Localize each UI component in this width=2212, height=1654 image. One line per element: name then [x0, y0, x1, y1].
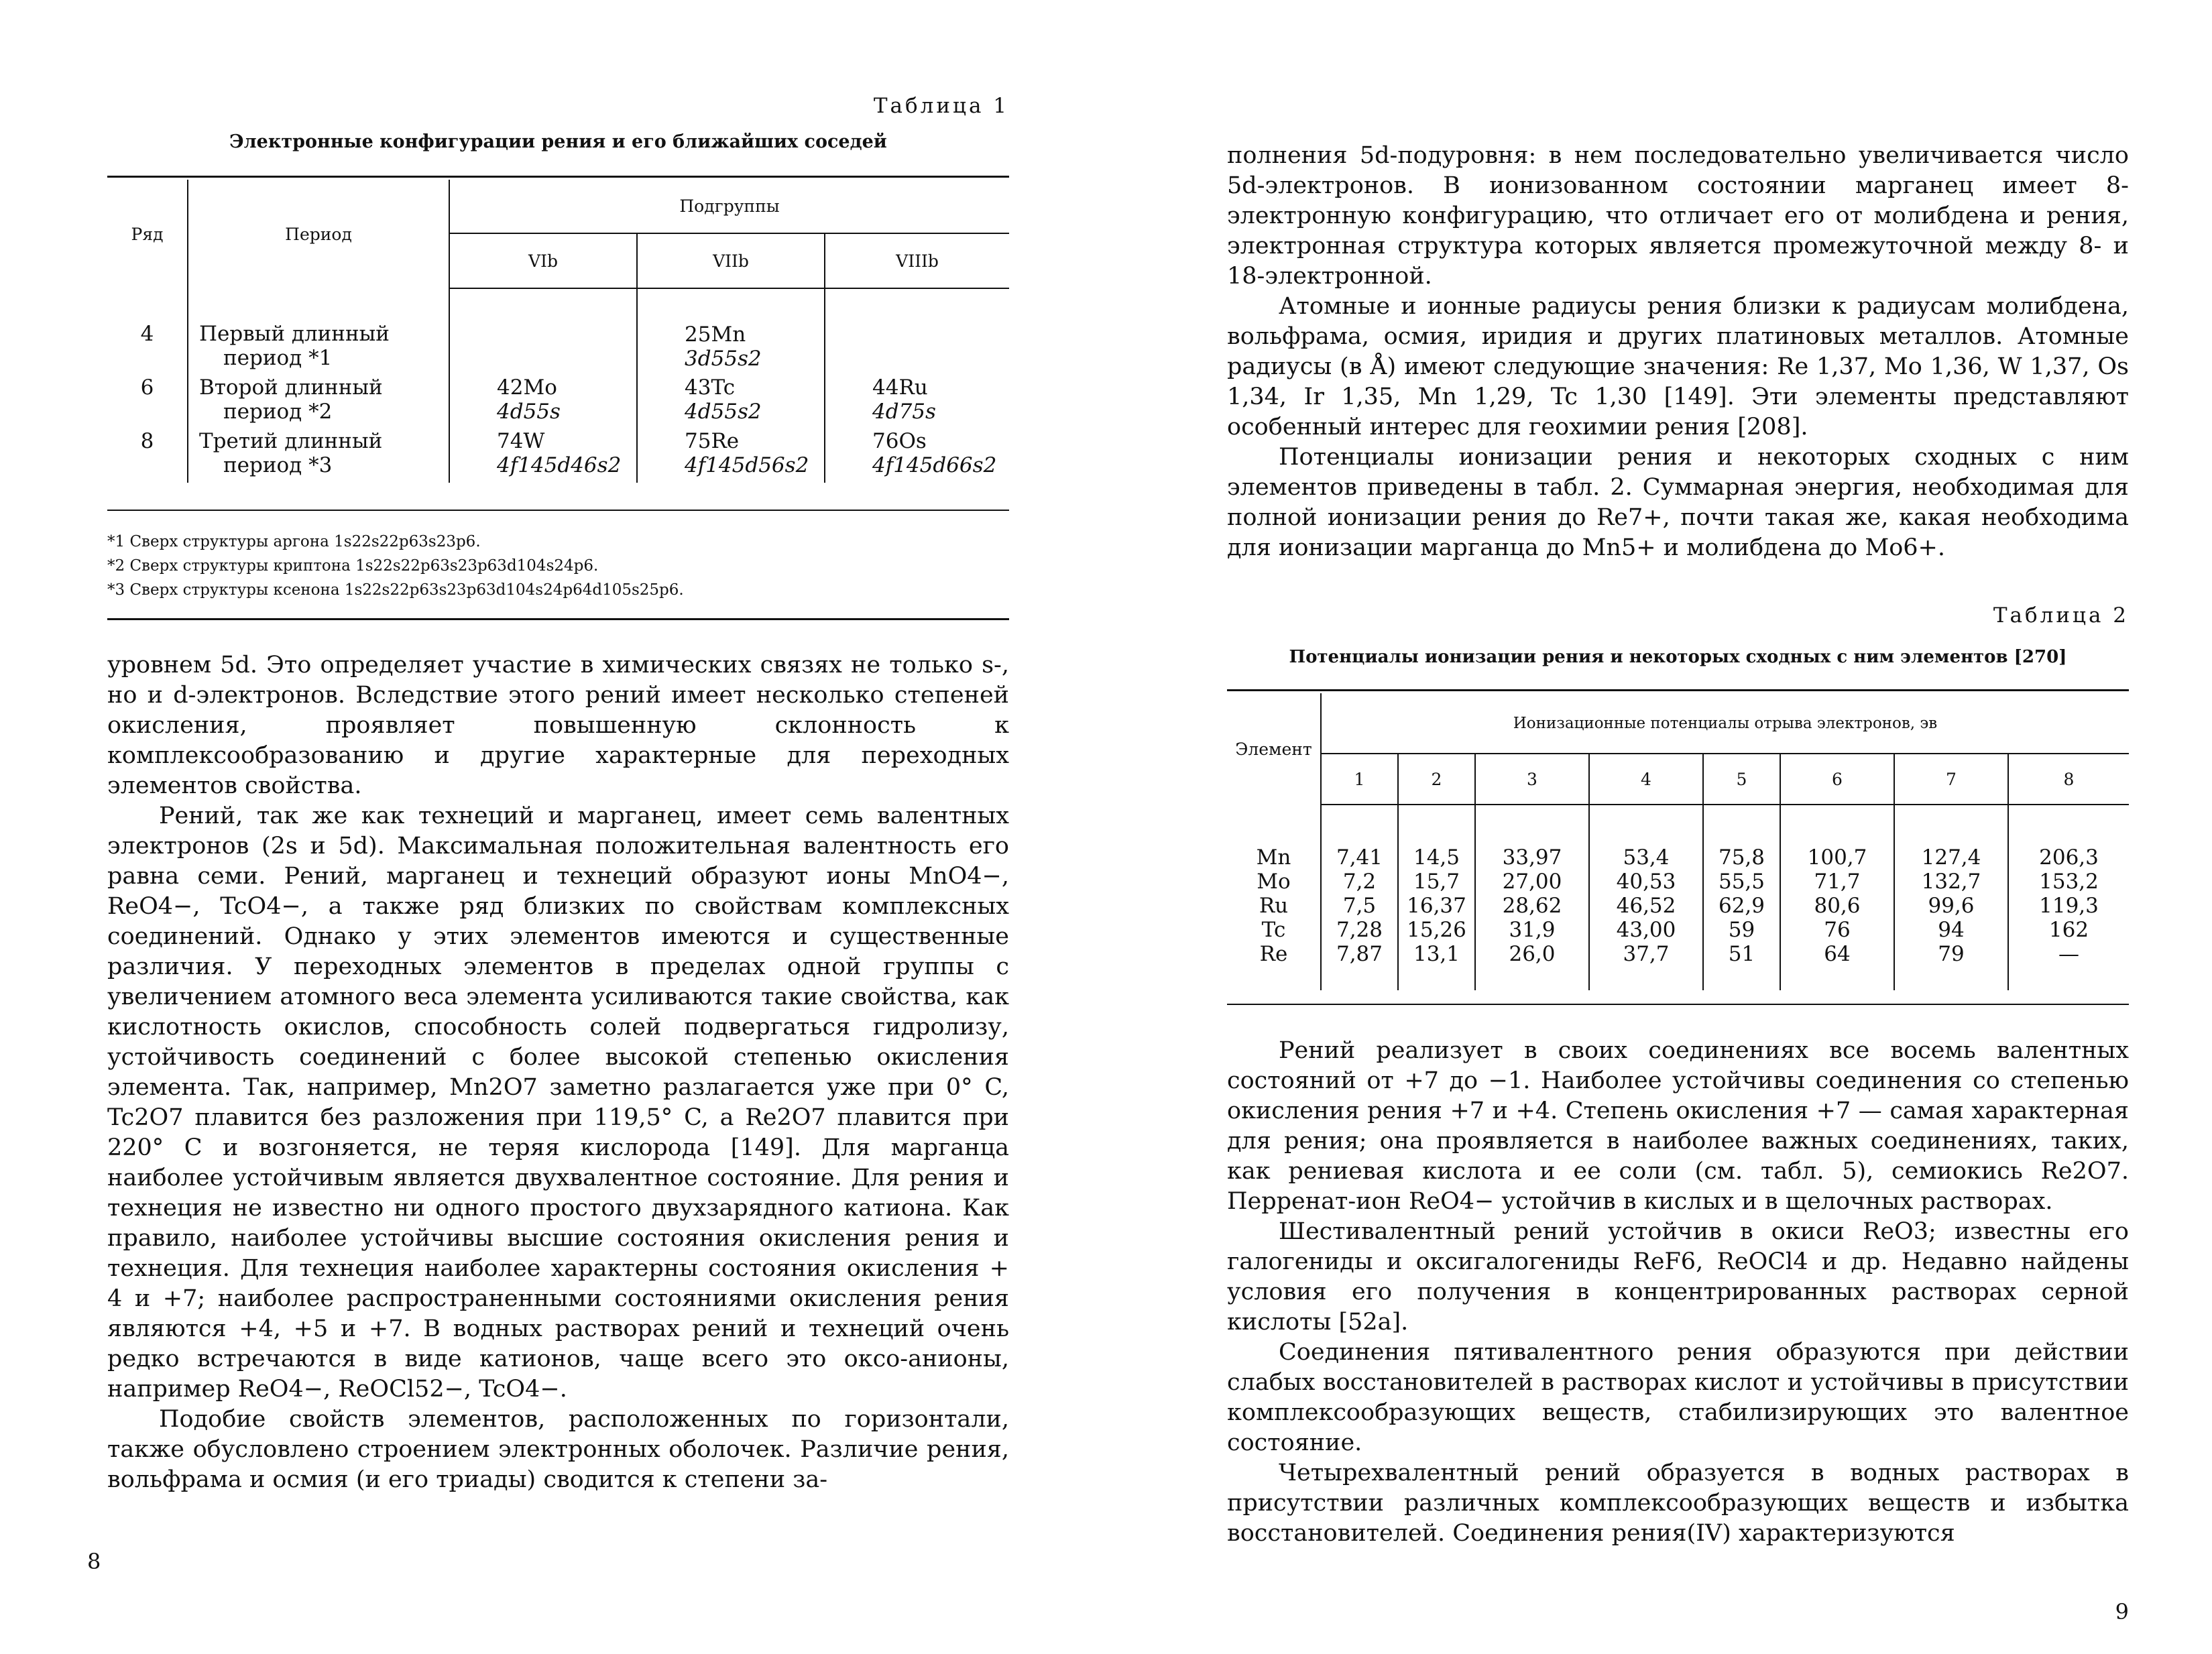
table1-vib-line2: 4f145d46s2 — [497, 453, 622, 477]
right-body-text-bottom — [1227, 1036, 2129, 1549]
table1-header-viiib: VIIIb — [825, 233, 1009, 288]
paragraph: Рений, так же как технеций и марганец, имеет семь валентных электронов (2s и 5d). Максимальная положительная валентность его равна семи. Рений, марганец и технеций образуют ионы MnO4−, ReO4−, TcO4−, а также ряд близких по свойствам комплексных соединений. Однако у этих элементов имеются и существенные различия. У переходных элементов в пределах одной группы с увеличением атомного веса элемента усиливаются такие свойства, как кислотность окислов, способность солей подвергаться гидролизу, устойчивость соединений с более высокой степенью окисления элемента. Так, например, Mn2O7 заметно разлагается уже при 0° C, Tc2O7 плавится без разложения при 119,5° C, а Re2O7 плавится при 220° C и возгоняется, не теряя кислорода [149]. Для марганца наиболее устойчивым является двухвалентное состояние. Для рения и технеция не известно ни одного простого двухзарядного катиона. Как правило, наиболее устойчивы высшие состояния окисления рения и технеция. Для технеция наиболее характерны состояния окисления + 4 и +7; наиболее распространенными состояниями окисления рения являются +4, +5 и +7. В водных растворах рений и технеций очень редко встречаются в виде катионов, чаще всего это оксо-анионы, например ReO4−, ReOCl52−, TcO4−. — [107, 803, 1009, 1403]
table2-value: 55,5 — [1703, 870, 1780, 894]
table1-header-row: Ряд — [107, 180, 188, 288]
table2-top-rule — [1227, 689, 2129, 691]
table2-value: 43,00 — [1589, 918, 1703, 942]
table2-value: 13,1 — [1398, 942, 1475, 990]
right-body-text-top — [1227, 141, 2129, 563]
table2-row — [1227, 918, 2129, 942]
paragraph: полнения 5d-подуровня: в нем последовательно увеличивается число 5d-электронов. В ионизованном состоянии марганец имеет 8-электронную конфигурацию, что отличает его от молибдена и рения, электронная структура которых является промежуточной между 8- и 18-электронной. — [1227, 142, 2129, 290]
table1-vib — [449, 375, 637, 429]
table1-label: Таблица 1 — [873, 94, 1009, 118]
table2-value: 153,2 — [2039, 870, 2099, 894]
table1-row-number: 4 — [107, 288, 188, 375]
paragraph: Рений реализует в своих соединениях все восемь валентных состояний от +7 до −1. Наиболее устойчивы соединения со степенью окисления рения +7 и +4. Степень окисления +7 — самая характерная для рения; она проявляется в наиболее важных соединениях, таких, как рениевая кислота и ее соли (см. табл. 5), семиокись Re2O7. Перренат-ион ReO4− устойчив в кислых и в щелочных растворах. — [1227, 1037, 2129, 1215]
table2-col-header: 3 — [1475, 754, 1589, 805]
paragraph: Шестивалентный рений устойчив в окиси ReO3; известны его галогениды и оксигалогениды ReF6, ReOCl4 и др. Недавно найдены условия его получения в концентрированных растворах серной кислоты [52a]. — [1227, 1218, 2129, 1336]
table1-viib — [637, 429, 825, 483]
table2-header-element: Элемент — [1227, 693, 1321, 805]
table1-header-subgroups: Подгруппы — [449, 180, 1009, 233]
table1-period-line1: Второй длинный — [199, 375, 383, 400]
table2-row — [1227, 805, 2129, 870]
table2-element: Ru — [1227, 894, 1321, 918]
table2-col-header: 4 — [1589, 754, 1703, 805]
paragraph: Четырехвалентный рений образуется в водных растворах в присутствии различных комплексообразующих веществ и избытка восстановителей. Соединения рения(IV) характеризуются — [1227, 1460, 2129, 1547]
table2-col-header: 2 — [1398, 754, 1475, 805]
table1-viib — [637, 288, 825, 375]
table2-value: 71,7 — [1780, 870, 1894, 894]
table1-viiib-line2: 4d75s — [872, 400, 936, 424]
table1-viiib — [825, 375, 1009, 429]
table2-value: 119,3 — [2039, 894, 2099, 918]
page-number: 8 — [87, 1549, 101, 1574]
table2-value: 46,52 — [1589, 894, 1703, 918]
table2-value: 27,00 — [1475, 870, 1589, 894]
paragraph: Потенциалы ионизации рения и некоторых сходных с ним элементов приведены в табл. 2. Суммарная энергия, необходимая для полной ионизации рения до Re7+, почти такая же, какая необходима для ионизации марганца до Mn5+ и молибдена до Mo6+. — [1227, 444, 2129, 561]
paragraph: Атомные и ионные радиусы рения близки к радиусам молибдена, вольфрама, осмия, иридия и других платиновых металлов. Атомные радиусы (в Å) имеют следующие значения: Re 1,37, Mo 1,36, W 1,37, Os 1,34, Ir 1,35, Mn 1,29, Tc 1,30 [149]. Эти элементы представляют особенный интерес для геохимии рения [208]. — [1227, 293, 2129, 440]
table1-row — [107, 429, 1009, 483]
table2-value: 26,0 — [1475, 942, 1589, 990]
table1-vib-line1: 74W — [497, 429, 545, 453]
paragraph: Соединения пятивалентного рения образуются при действии слабых восстановителей в растворах кислот и устойчивы в присутствии комплексообразующих веществ, стабилизирующих это валентное состояние. — [1227, 1339, 2129, 1456]
table1-viiib-line1: 44Ru — [872, 375, 928, 400]
table1-viiib — [825, 429, 1009, 483]
table2-element: Mn — [1227, 805, 1321, 870]
table2-bottom-rule — [1227, 1004, 2129, 1005]
table1-body — [107, 288, 1009, 483]
table1-header-vib: VIb — [449, 233, 637, 288]
table2-value: 15,7 — [1398, 870, 1475, 894]
table2-value: 59 — [1703, 918, 1780, 942]
table2-value: 62,9 — [1703, 894, 1780, 918]
table2-value: 99,6 — [1894, 894, 2008, 918]
table1-viib-line1: 75Re — [685, 429, 740, 453]
table2-value: 100,7 — [1780, 805, 1894, 870]
table1-period-line2: период *3 — [223, 453, 333, 477]
paragraph: уровнем 5d. Это определяет участие в химических связях не только s-, но и d-электронов. Вследствие этого рений имеет несколько степеней окисления, проявляет повышенную склонность к комплексообразованию и другие характерные для переходных элементов свойства. — [107, 652, 1009, 799]
table1-row — [107, 375, 1009, 429]
table2-value: 76 — [1780, 918, 1894, 942]
table2-label: Таблица 2 — [1993, 603, 2129, 628]
table2-value: 40,53 — [1589, 870, 1703, 894]
table1-vib — [449, 429, 637, 483]
table2-col-header: 6 — [1780, 754, 1894, 805]
table2-value: 80,6 — [1780, 894, 1894, 918]
table1-row-number: 8 — [107, 429, 188, 483]
left-body-text — [107, 650, 1009, 1495]
table2-value: 64 — [1780, 942, 1894, 990]
page-number: 9 — [2115, 1599, 2129, 1625]
table2-body — [1227, 805, 2129, 990]
table2-value: 28,62 — [1475, 894, 1589, 918]
table1-vib — [449, 288, 637, 375]
table2-value: 132,7 — [1894, 870, 2008, 894]
table2-value: 16,37 — [1398, 894, 1475, 918]
table2-value: 7,41 — [1321, 805, 1398, 870]
table1-period-line2: период *1 — [223, 346, 333, 370]
table2-value: 94 — [1894, 918, 2008, 942]
table2-value: 75,8 — [1703, 805, 1780, 870]
table2-row — [1227, 942, 2129, 990]
table2-column-headers — [1227, 754, 2129, 805]
table2-value: 15,26 — [1398, 918, 1475, 942]
table1-title: Электронные конфигурации рения и его ближайших соседей — [229, 131, 887, 152]
table1-viiib-line2: 4f145d66s2 — [872, 453, 997, 477]
table2-element: Re — [1227, 942, 1321, 990]
table1-vib-line2: 4d55s — [497, 400, 561, 424]
table1-viiib-line1: 76Os — [872, 429, 927, 453]
table2-value: 31,9 — [1475, 918, 1589, 942]
table1-viib-line2: 3d55s2 — [685, 347, 762, 371]
table1-viib-line2: 4d55s2 — [685, 400, 762, 424]
table2-value: 162 — [2048, 918, 2089, 942]
table2-value: 7,87 — [1321, 942, 1398, 990]
table1-period-line2: период *2 — [223, 400, 333, 424]
table1-viib — [637, 375, 825, 429]
table1-header-viib: VIIb — [637, 233, 825, 288]
table2-col-header: 5 — [1703, 754, 1780, 805]
table1-top-rule — [107, 176, 1009, 178]
table2-value: 127,4 — [1894, 805, 2008, 870]
table2-value: 79 — [1894, 942, 2008, 990]
table2-row — [1227, 870, 2129, 894]
table1-vib-line1: 42Mo — [497, 375, 557, 400]
table2-header-group: Ионизационные потенциалы отрыва электронов, эв — [1321, 693, 2129, 754]
table2-value: 53,4 — [1589, 805, 1703, 870]
table2-value: 33,97 — [1475, 805, 1589, 870]
table2-value: 51 — [1703, 942, 1780, 990]
table2-value: 206,3 — [2039, 845, 2099, 870]
table1 — [107, 180, 1009, 483]
table1-footnotes — [107, 530, 1009, 602]
table1-period-line1: Третий длинный — [199, 429, 383, 453]
table2-col-header: 1 — [1321, 754, 1398, 805]
table1-header-period: Период — [188, 180, 449, 288]
footnote-2: *2 Сверх структуры криптона 1s22s22p63s23p63d104s24p6. — [107, 557, 599, 575]
table2-value: 7,28 — [1321, 918, 1398, 942]
table2-col-header: 7 — [1894, 754, 2008, 805]
table2-col-header: 8 — [2008, 754, 2129, 805]
table2-value: — — [2058, 942, 2079, 966]
paragraph: Подобие свойств элементов, расположенных по горизонтали, также обусловлено строением электронных оболочек. Различие рения, вольфрама и осмия (и его триады) сводится к степени за- — [107, 1406, 1009, 1493]
table1-period — [188, 375, 449, 429]
left-page — [87, 0, 1009, 1654]
table1-row-number: 6 — [107, 375, 188, 429]
table1-viib-line1: 25Mn — [685, 322, 746, 347]
table1-viib-line2: 4f145d56s2 — [685, 453, 809, 477]
table1-viib-line1: 43Tc — [685, 375, 736, 400]
table1-period — [188, 429, 449, 483]
right-page — [1227, 0, 2129, 1654]
footnote-3: *3 Сверх структуры ксенона 1s22s22p63s23p63d104s24p64d105s25p6. — [107, 581, 684, 599]
table2-value: 7,5 — [1321, 894, 1398, 918]
table2-value: 7,2 — [1321, 870, 1398, 894]
table2-title: Потенциалы ионизации рения и некоторых сходных с ним элементов [270] — [1289, 647, 2067, 667]
table1-period — [188, 288, 449, 375]
table1-viiib — [825, 288, 1009, 375]
table2-element: Tc — [1227, 918, 1321, 942]
table1-row — [107, 288, 1009, 375]
footnotes-rule — [107, 618, 1009, 620]
table2-value: 37,7 — [1589, 942, 1703, 990]
table2-row — [1227, 894, 2129, 918]
table1-bottom-rule — [107, 510, 1009, 511]
table2-element: Mo — [1227, 870, 1321, 894]
table2 — [1227, 693, 2129, 990]
table2-value: 14,5 — [1398, 805, 1475, 870]
table1-period-line1: Первый длинный — [199, 322, 390, 346]
footnote-1: *1 Сверх структуры аргона 1s22s22p63s23p6. — [107, 533, 481, 550]
